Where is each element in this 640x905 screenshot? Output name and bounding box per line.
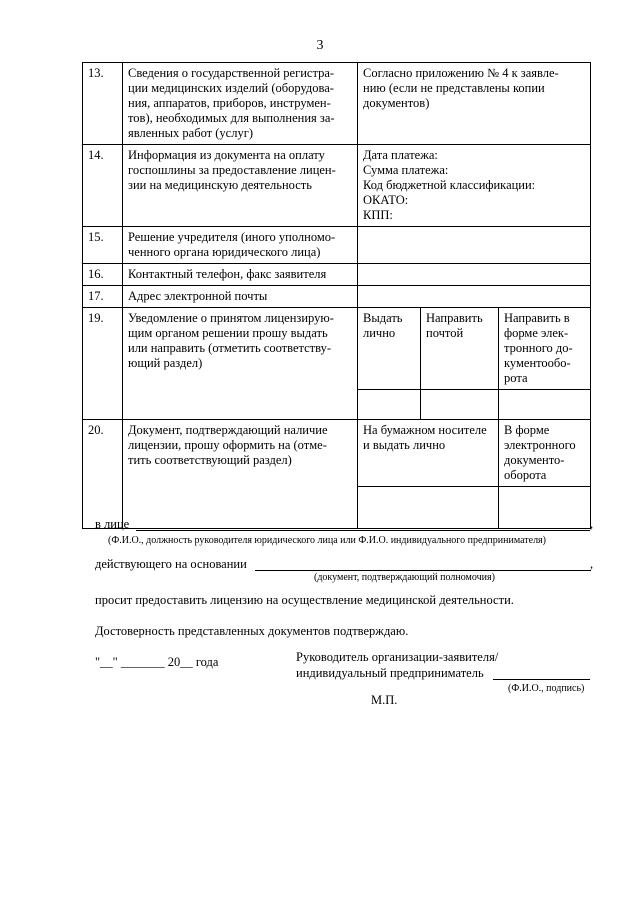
row-number: 13. bbox=[83, 63, 123, 145]
row-20 bbox=[83, 420, 591, 529]
checkbox-issue-in-person[interactable] bbox=[358, 390, 421, 420]
row-value[interactable] bbox=[358, 227, 591, 264]
row-value[interactable]: Дата платежа: Сумма платежа: Код бюджетной классификации: ОКАТО: КПП: bbox=[358, 145, 591, 227]
option-electronic[interactable]: В форме электронного документо- оборота bbox=[499, 420, 591, 487]
row-number: 14. bbox=[83, 145, 123, 227]
table-row bbox=[83, 264, 591, 286]
row-number: 17. bbox=[83, 286, 123, 308]
table-row bbox=[83, 145, 591, 227]
signature-line[interactable] bbox=[493, 679, 590, 680]
request-text: просит предоставить лицензию на осуществление медицинской деятельности. bbox=[95, 593, 514, 607]
checkbox-paper[interactable] bbox=[358, 487, 499, 529]
option-paper[interactable]: На бумажном носителе и выдать лично bbox=[358, 420, 499, 487]
in-person-label: в лице bbox=[95, 517, 130, 531]
table-row bbox=[83, 286, 591, 308]
row-value[interactable]: Согласно приложению № 4 к заявле- нию (если не представлены копии документов) bbox=[358, 63, 591, 145]
form-table bbox=[82, 62, 591, 529]
row-number: 16. bbox=[83, 264, 123, 286]
option-send-electronic[interactable]: Направить в форме элек- тронного до- кументообо- рота bbox=[499, 308, 591, 390]
stamp-label: М.П. bbox=[371, 693, 398, 707]
row-label: Решение учредителя (иного уполномо- ченного органа юридического лица) bbox=[123, 227, 358, 264]
date-field[interactable]: "__" _______ 20__ года bbox=[95, 655, 219, 669]
row-label: Уведомление о принятом лицензирую- щим органом решении прошу выдать или направить (отметить соответству- ющий раздел) bbox=[123, 308, 358, 420]
row-label: Адрес электронной почты bbox=[123, 286, 358, 308]
row-number: 20. bbox=[83, 420, 123, 529]
row-label: Контактный телефон, факс заявителя bbox=[123, 264, 358, 286]
comma: , bbox=[590, 557, 594, 571]
signature-hint: (Ф.И.О., подпись) bbox=[508, 683, 585, 694]
row-label: Сведения о государственной регистра- ции медицинских изделий (оборудова- ния, аппаратов, приборов, инструмен- тов), необходимых для выполнения за- явленных работ (услуг) bbox=[123, 63, 358, 145]
row-value[interactable] bbox=[358, 286, 591, 308]
acting-basis-hint: (документ, подтверждающий полномочия) bbox=[314, 572, 495, 583]
comma: , bbox=[590, 517, 594, 531]
confirm-text: Достоверность представленных документов подтверждаю. bbox=[95, 624, 409, 638]
acting-basis-label: действующего на основании bbox=[95, 557, 247, 571]
checkbox-send-by-mail[interactable] bbox=[421, 390, 499, 420]
table-row bbox=[83, 227, 591, 264]
head-title-line1: Руководитель организации-заявителя/ bbox=[296, 650, 499, 664]
row-19 bbox=[83, 308, 591, 420]
option-send-by-mail[interactable]: Направить почтой bbox=[421, 308, 499, 390]
form-rows bbox=[83, 63, 591, 308]
in-person-line[interactable] bbox=[136, 530, 590, 531]
acting-basis-line[interactable] bbox=[255, 570, 591, 571]
row-number: 15. bbox=[83, 227, 123, 264]
head-title-line2: индивидуальный предприниматель bbox=[296, 666, 484, 680]
in-person-hint: (Ф.И.О., должность руководителя юридического лица или Ф.И.О. индивидуального предпринимателя) bbox=[108, 535, 546, 546]
row-number: 19. bbox=[83, 308, 123, 420]
checkbox-electronic[interactable] bbox=[499, 487, 591, 529]
row-value[interactable] bbox=[358, 264, 591, 286]
row-label: Информация из документа на оплату госпошлины за предоставление лицен- зии на медицинскую деятельность bbox=[123, 145, 358, 227]
row-label: Документ, подтверждающий наличие лицензии, прошу оформить на (отме- тить соответствующий раздел) bbox=[123, 420, 358, 529]
option-issue-in-person[interactable]: Выдать лично bbox=[358, 308, 421, 390]
table-row bbox=[83, 63, 591, 145]
page-number: 3 bbox=[316, 38, 324, 53]
checkbox-send-electronic[interactable] bbox=[499, 390, 591, 420]
